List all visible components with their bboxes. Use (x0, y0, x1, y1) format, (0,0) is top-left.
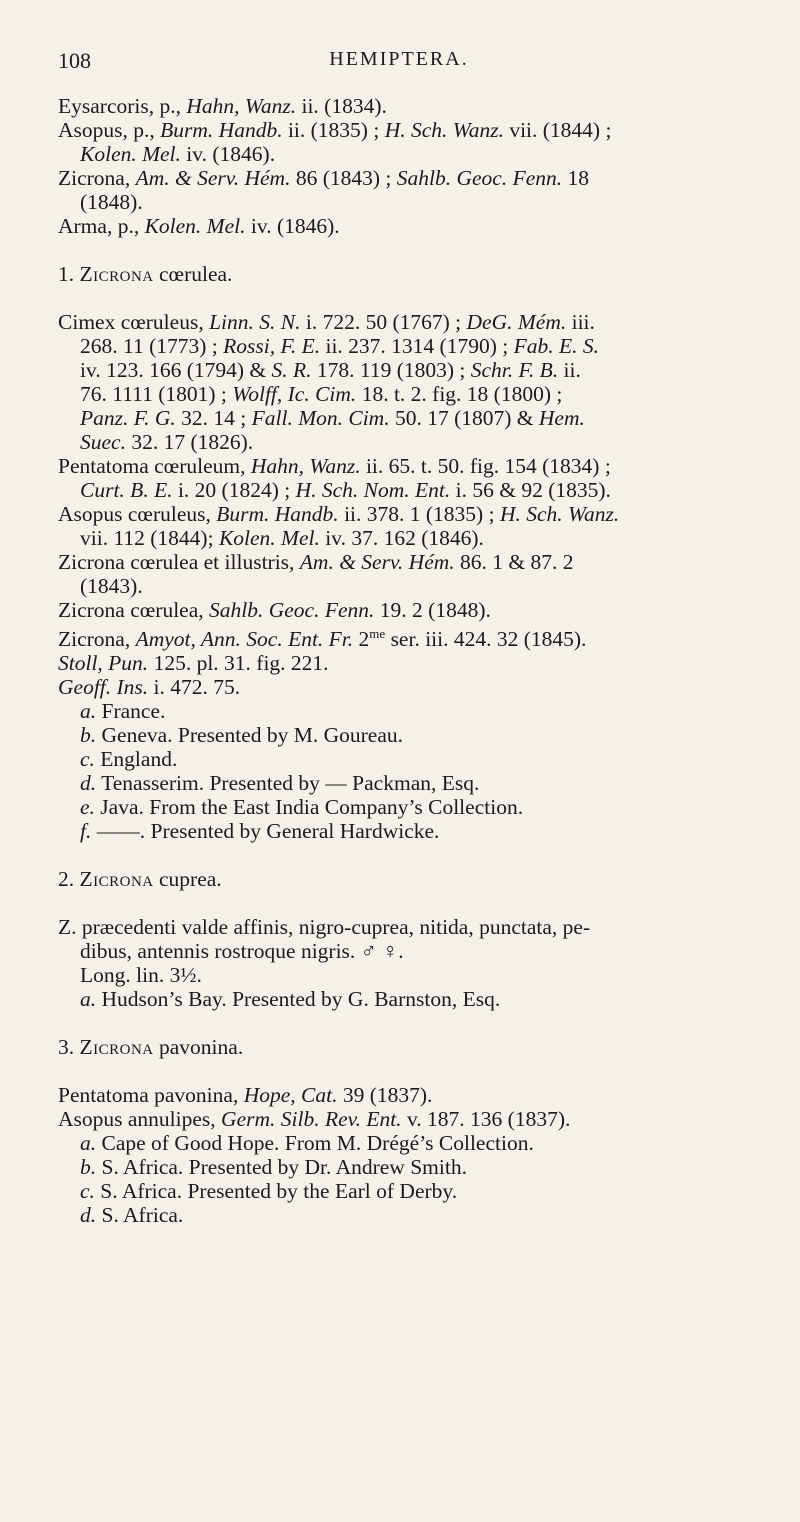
text-line: vii. 112 (1844); Kolen. Mel. iv. 37. 162 (1846). (80, 526, 484, 550)
text-line: c. S. Africa. Presented by the Earl of Derby. (80, 1179, 458, 1204)
text-line: a. Cape of Good Hope. From M. Drégé’s Collection. (80, 1131, 534, 1156)
running-head: HEMIPTERA. (329, 48, 469, 70)
text-line: Zicrona, Amyot, Ann. Soc. Ent. Fr. $2^{me}$ ser. iii. 424. 32 (1845). (58, 626, 587, 652)
text-line: f. ——. Presented by General Hardwicke. (80, 819, 440, 844)
text-line: Kolen. Mel. iv. (1846). (80, 142, 276, 166)
text-line: b. Geneva. Presented by M. Goureau. (80, 723, 404, 748)
text-line: iv. 123. 166 (1794) & S. R. 178. 119 (1803) ; Schr. F. B. ii. (80, 358, 581, 382)
text-line: Z. præcedenti valde affinis, nigro-cuprea, nitida, punctata, pe- (58, 915, 591, 940)
text-line: 2. Zicrona cuprea. (58, 867, 222, 892)
page-body (58, 94, 758, 1227)
text-line: (1843). (80, 574, 143, 598)
text-line: Asopus cœruleus, Burm. Handb. ii. 378. 1 (1835) ; H. Sch. Wanz. (58, 502, 620, 526)
text-line: Zicrona, Am. & Serv. Hém. 86 (1843) ; Sahlb. Geoc. Fenn. 18 (58, 166, 590, 190)
page-number: 108 (58, 48, 91, 73)
text-line: Suec. 32. 17 (1826). (80, 430, 254, 454)
text-line: 3. Zicrona pavonina. (58, 1035, 244, 1060)
text-line: Asopus annulipes, Germ. Silb. Rev. Ent. v. 187. 136 (1837). (58, 1107, 571, 1132)
text-line: Cimex cœruleus, Linn. S. N. i. 722. 50 (1767) ; DeG. Mém. iii. (58, 310, 595, 334)
text-line: Asopus, p., Burm. Handb. ii. (1835) ; H. Sch. Wanz. vii. (1844) ; (58, 118, 612, 142)
text-line: a. France. (80, 699, 166, 724)
text-line: Geoff. Ins. i. 472. 75. (58, 675, 241, 700)
text-line: Pentatoma cœruleum, Hahn, Wanz. ii. 65. t. 50. fig. 154 (1834) ; (58, 454, 611, 478)
text-line: Pentatoma pavonina, Hope, Cat. 39 (1837). (58, 1083, 433, 1108)
text-line: 1. Zicrona cœrulea. (58, 262, 233, 286)
text-line: b. S. Africa. Presented by Dr. Andrew Smith. (80, 1155, 467, 1180)
text-line: Long. lin. 3½. (80, 963, 202, 988)
text-line: Stoll, Pun. 125. pl. 31. fig. 221. (58, 651, 329, 676)
text-line: (1848). (80, 190, 143, 214)
text-line: d. S. Africa. (80, 1203, 184, 1228)
text-line: dibus, antennis rostroque nigris. ♂ ♀. (80, 939, 404, 964)
text-line: d. Tenasserim. Presented by — Packman, Esq. (80, 771, 480, 796)
text-line: Arma, p., Kolen. Mel. iv. (1846). (58, 214, 340, 238)
text-line: 268. 11 (1773) ; Rossi, F. E. ii. 237. 1314 (1790) ; Fab. E. S. (80, 334, 599, 358)
text-line: Panz. F. G. 32. 14 ; Fall. Mon. Cim. 50. 17 (1807) & Hem. (80, 406, 585, 430)
text-line: Zicrona cœrulea et illustris, Am. & Serv. Hém. 86. 1 & 87. 2 (58, 550, 574, 574)
text-line: Eysarcoris, p., Hahn, Wanz. ii. (1834). (58, 94, 387, 118)
text-line: 76. 1111 (1801) ; Wolff, Ic. Cim. 18. t. 2. fig. 18 (1800) ; (80, 382, 563, 406)
page-header (58, 48, 740, 78)
text-line: c. England. (80, 747, 178, 772)
text-line: a. Hudson’s Bay. Presented by G. Barnston, Esq. (80, 987, 501, 1012)
text-line: e. Java. From the East India Company’s Collection. (80, 795, 524, 820)
text-line: Curt. B. E. i. 20 (1824) ; H. Sch. Nom. Ent. i. 56 & 92 (1835). (80, 478, 611, 502)
text-line: Zicrona cœrulea, Sahlb. Geoc. Fenn. 19. 2 (1848). (58, 598, 491, 622)
